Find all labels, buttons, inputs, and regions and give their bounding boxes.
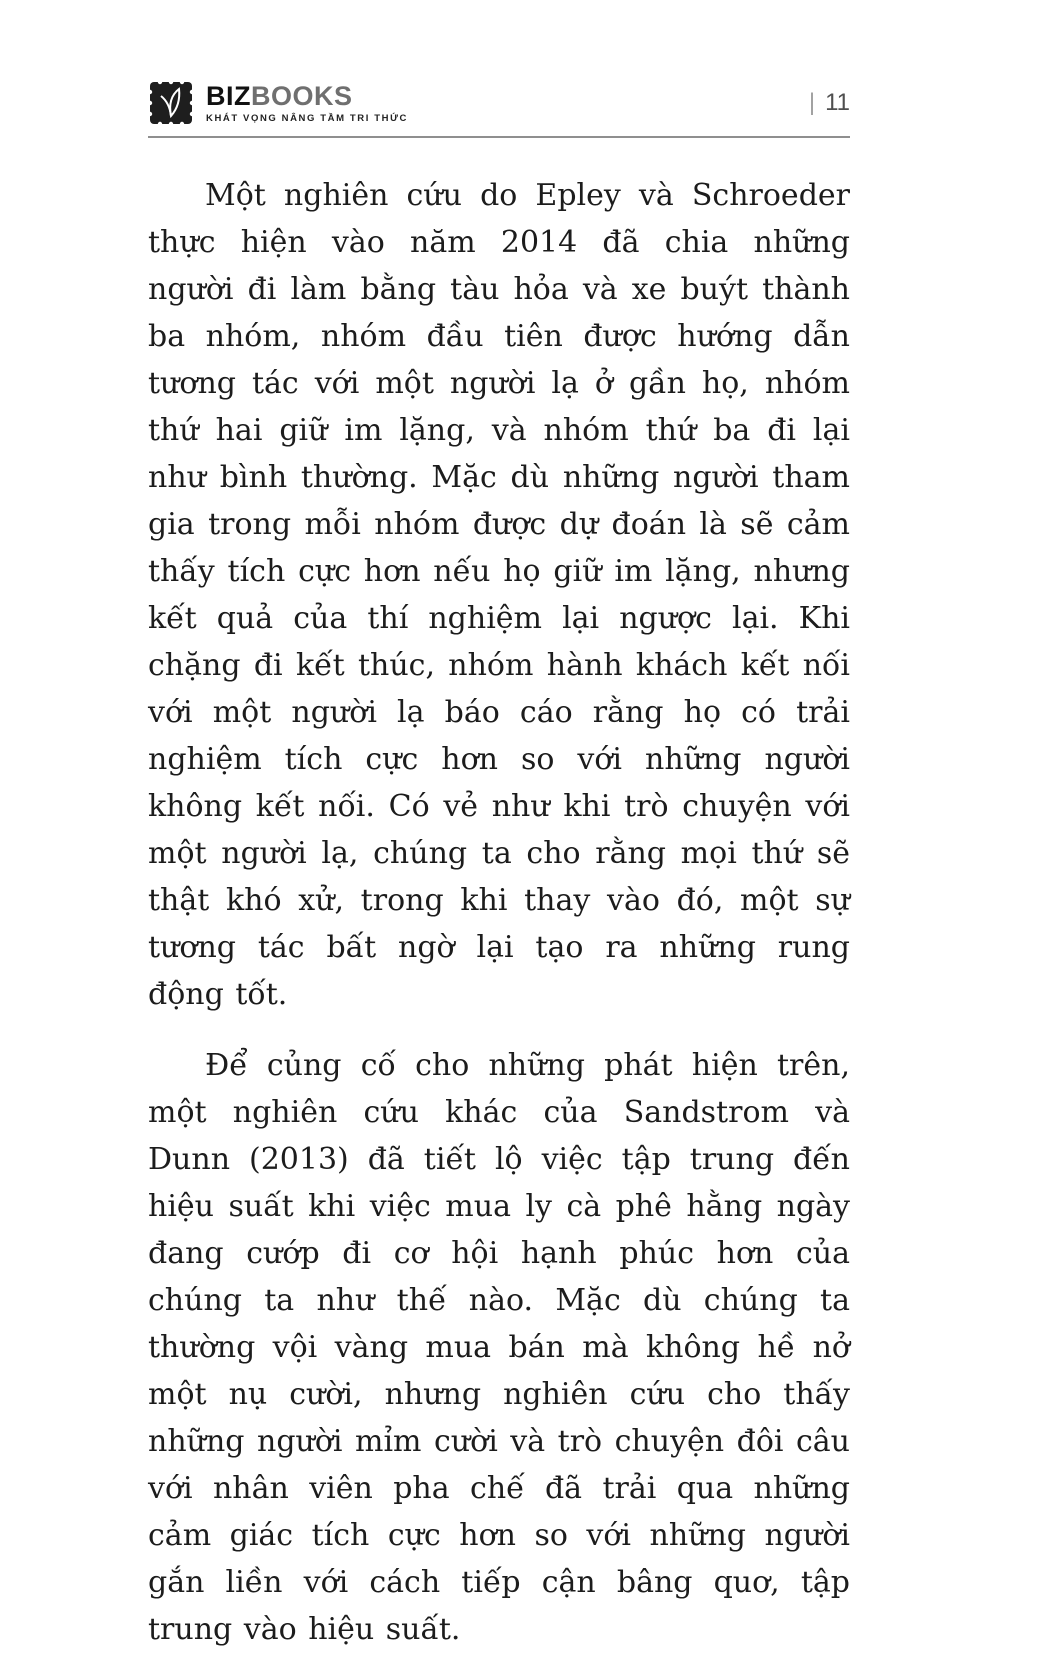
page-number-area bbox=[809, 89, 850, 117]
paragraph-1: Một nghiên cứu do Epley và Schroeder thực hiện vào năm 2014 đã chia những người đi làm bằng tàu hỏa và xe buýt thành ba nhóm, nhóm đầu tiên được hướng dẫn tương tác với một người lạ ở gần họ, nhóm thứ hai giữ im lặng, và nhóm thứ ba đi lại như bình thường. Mặc dù những người tham gia trong mỗi nhóm được dự đoán là sẽ cảm thấy tích cực hơn nếu họ giữ im lặng, nhưng kết quả của thí nghiệm lại ngược lại. Khi chặng đi kết thúc, nhóm hành khách kết nối với một người lạ báo cáo rằng họ có trải nghiệm tích cực hơn so với những người không kết nối. Có vẻ như khi trò chuyện với một người lạ, chúng ta cho rằng mọi thứ sẽ thật khó xử, trong khi thay vào đó, một sự tương tác bất ngờ lại tạo ra những rung động tốt. bbox=[148, 178, 850, 1012]
bizbooks-brand bbox=[148, 80, 408, 126]
brand-name bbox=[206, 82, 408, 110]
page-number-separator: | bbox=[808, 89, 816, 116]
brand-name-biz: BIZ bbox=[206, 81, 251, 112]
brand-text bbox=[206, 82, 408, 123]
paragraph-2: Để củng cố cho những phát hiện trên, một nghiên cứu khác của Sandstrom và Dunn (2013) đã tiết lộ việc tập trung đến hiệu suất khi việc mua ly cà phê hằng ngày đang cướp đi cơ hội hạnh phúc hơn của chúng ta như thế nào. Mặc dù chúng ta thường vội vàng mua bán mà không hề nở một nụ cười, nhưng nghiên cứu cho thấy những người mỉm cười và trò chuyện đôi câu với nhân viên pha chế đã trải qua những cảm giác tích cực hơn so với những người gắn liền với cách tiếp cận bâng quơ, tập trung vào hiệu suất. bbox=[148, 1048, 850, 1647]
brand-name-books: BOOKS bbox=[251, 81, 353, 112]
page-content bbox=[148, 172, 850, 1653]
page-number: 11 bbox=[825, 89, 850, 116]
page-header bbox=[148, 80, 850, 138]
brand-tagline: KHÁT VỌNG NÂNG TẦM TRI THỨC bbox=[206, 112, 409, 124]
bizbooks-logo-icon bbox=[148, 80, 194, 126]
